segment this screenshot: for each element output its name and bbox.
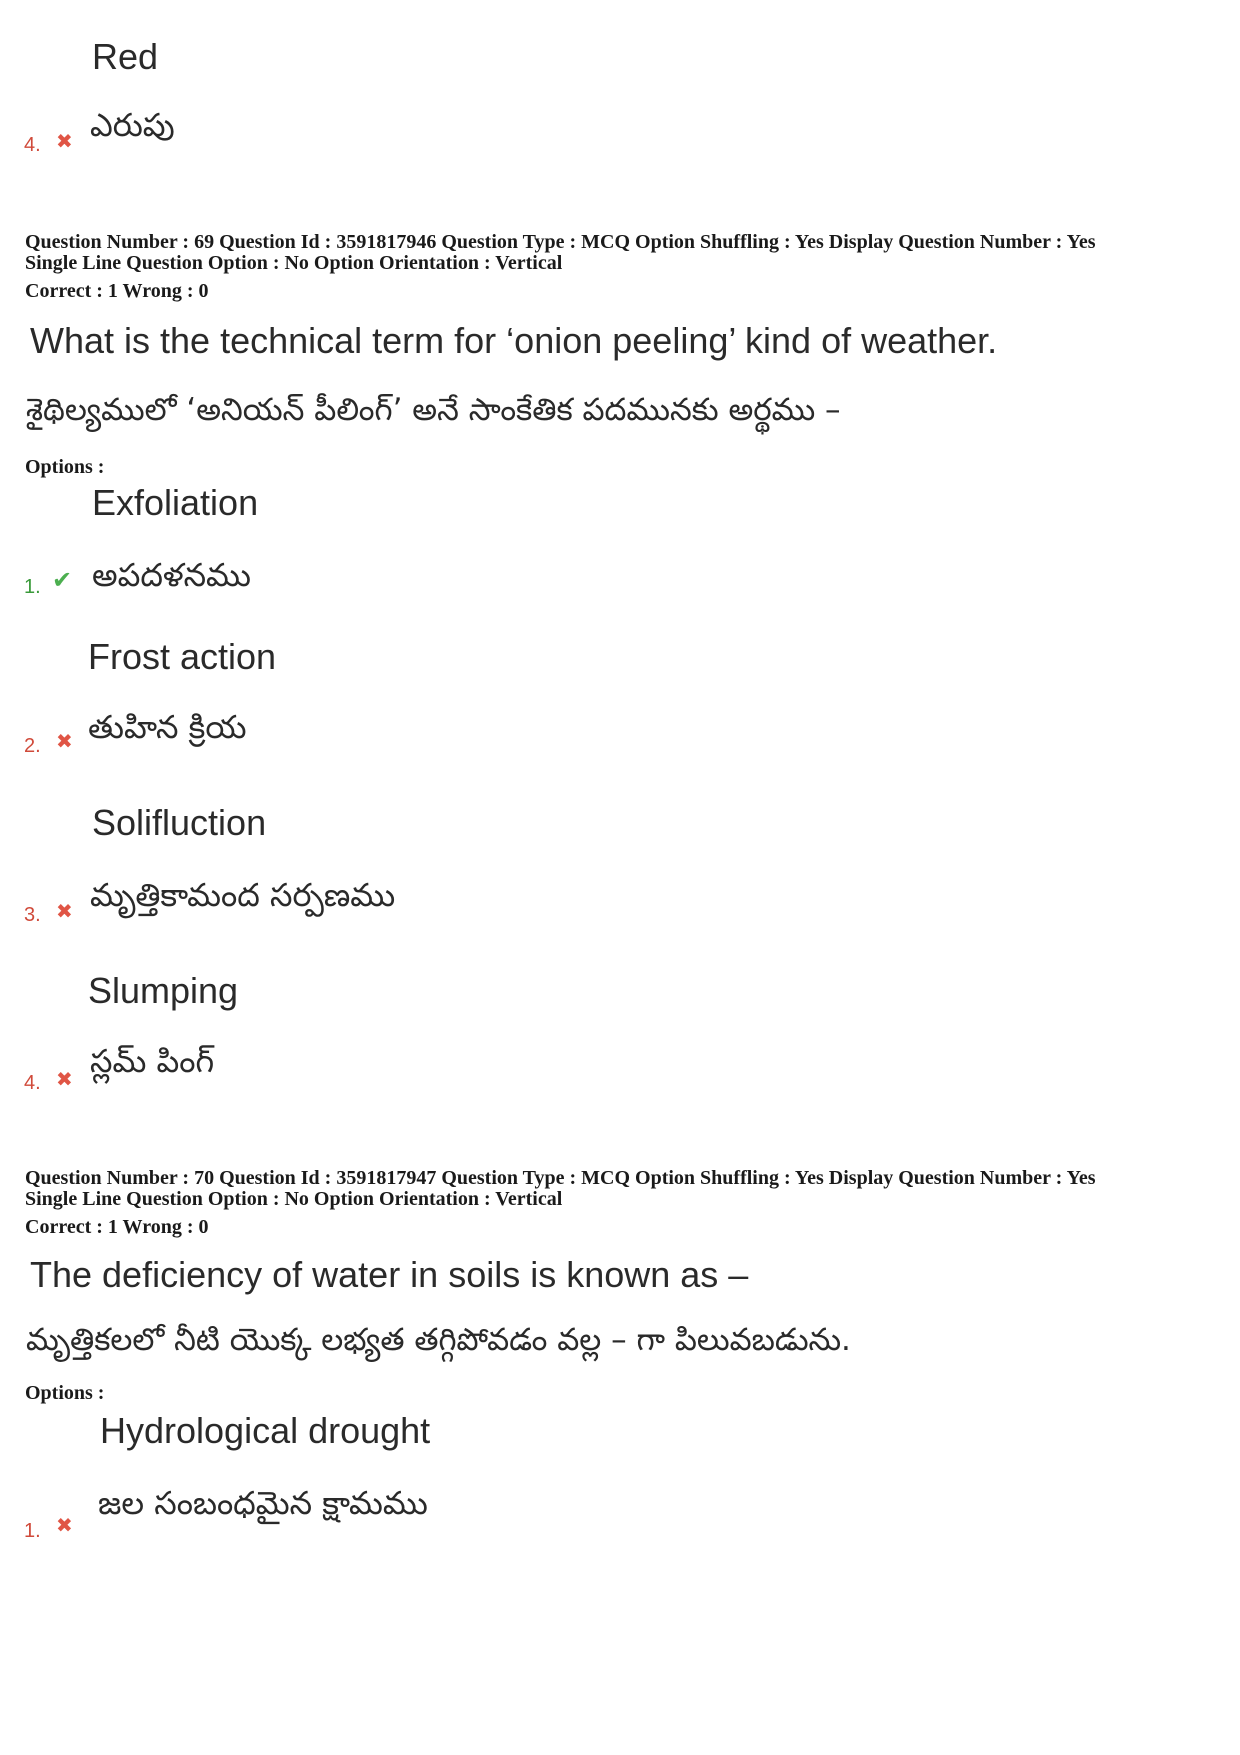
option-telugu: తుహిన క్రియ bbox=[88, 708, 247, 746]
options-label: Options : bbox=[25, 1382, 105, 1404]
question-marks: Correct : 1 Wrong : 0 bbox=[25, 280, 209, 302]
option-telugu: మృత్తికామంద సర్పణము bbox=[90, 876, 396, 914]
cross-icon: ✖ bbox=[56, 1513, 73, 1537]
option-number: 2. bbox=[24, 735, 41, 757]
option-number: 1. bbox=[24, 576, 41, 598]
cross-icon: ✖ bbox=[56, 899, 73, 923]
question-meta-line1: Question Number : 70 Question Id : 3591817947 Question Type : MCQ Option Shuffling : Yes Display Question Number : Yes bbox=[25, 1167, 1096, 1189]
option-number: 4. bbox=[24, 1072, 41, 1094]
question-meta-line2: Single Line Question Option : No Option Orientation : Vertical bbox=[25, 1188, 563, 1210]
question-meta-line1: Question Number : 69 Question Id : 3591817946 Question Type : MCQ Option Shuffling : Yes Display Question Number : Yes bbox=[25, 231, 1096, 253]
question-meta-line2: Single Line Question Option : No Option Orientation : Vertical bbox=[25, 252, 563, 274]
option-english: Exfoliation bbox=[92, 482, 259, 523]
option-english: Slumping bbox=[88, 970, 239, 1011]
option-number: 1. bbox=[24, 1520, 41, 1542]
option-telugu: అపదళనము bbox=[92, 556, 251, 594]
question-marks: Correct : 1 Wrong : 0 bbox=[25, 1216, 209, 1238]
option-number: 3. bbox=[24, 904, 41, 926]
cross-icon: ✖ bbox=[56, 729, 73, 753]
question-text-english: What is the technical term for ‘onion peeling’ kind of weather. bbox=[30, 320, 998, 361]
option-number: 4. bbox=[24, 134, 41, 156]
option-telugu: స్లమ్ పింగ్ bbox=[90, 1042, 215, 1080]
option-english: Solifluction bbox=[92, 802, 267, 843]
option-telugu: ఎరుపు bbox=[90, 106, 175, 144]
option-english: Hydrological drought bbox=[100, 1410, 431, 1451]
option-english: Red bbox=[92, 36, 159, 77]
options-label: Options : bbox=[25, 456, 105, 478]
check-icon: ✔ bbox=[52, 566, 73, 594]
cross-icon: ✖ bbox=[56, 129, 73, 153]
question-text-english: The deficiency of water in soils is known as – bbox=[30, 1254, 749, 1295]
option-english: Frost action bbox=[88, 636, 277, 677]
question-text-telugu: మృత్తికలలో నీటి యొక్క లభ్యత తగ్గిపోవడం వల్ల – గా పిలువబడును. bbox=[26, 1322, 851, 1358]
cross-icon: ✖ bbox=[56, 1067, 73, 1091]
option-telugu: జల సంబంధమైన క్షామము bbox=[98, 1484, 428, 1522]
question-text-telugu: శైథిల్యములో ‘అనియన్ పీలింగ్’ అనే సాంకేతిక పదమునకు అర్థము – bbox=[26, 392, 841, 428]
